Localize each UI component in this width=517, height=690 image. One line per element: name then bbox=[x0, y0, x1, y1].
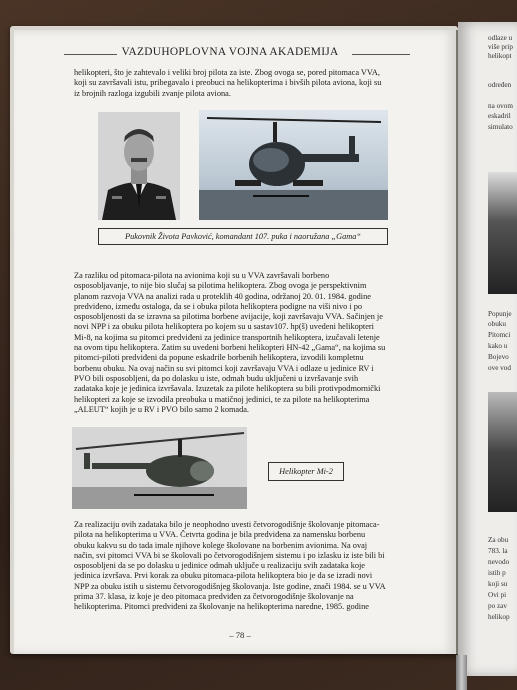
right-page-text: eskadril bbox=[488, 112, 511, 120]
text-line: pilota na helikopterima u VVA. Četvrta godina je bila predviđena za namensku borbenu bbox=[74, 530, 366, 540]
text-line: obuku kakvu su do tada imale njihove kolege školovane na borbenim avionima. Na ovaj bbox=[74, 540, 368, 550]
right-page-text: helikopt bbox=[488, 52, 512, 60]
right-page-text: određen bbox=[488, 81, 512, 89]
gama-helicopter-photo bbox=[199, 110, 388, 220]
mi2-helicopter-photo bbox=[72, 427, 247, 509]
text-line: jedinica izvršava. Prvi korak za obuku pitomaca-pilota helikoptera bio je da se izradi novi bbox=[74, 571, 373, 581]
right-page-text: istih p bbox=[488, 569, 506, 577]
text-line: „ALEUT“ kojih je u RV i PVO bilo samo 2 komada. bbox=[74, 404, 250, 414]
bookmark-ribbon bbox=[456, 655, 467, 690]
gama-helicopter-illustration bbox=[199, 110, 388, 220]
text-line: predviđeno, između ostaloga, da se i obuka pilota helikoptera podigne na viši nivo i po bbox=[74, 301, 363, 311]
photo-caption-1: Pukovnik Života Pavković, komandant 107. puka i naoružana „Gama“ bbox=[98, 228, 388, 245]
text-line: Mi-8, na kojima su pitomci predviđeni za jedinice transportnih helikoptera, izučavali letenje bbox=[74, 332, 380, 342]
text-line: na ovom tipu helikoptera. Zatim su uvedeni borbeni helikopteri HN-42 „Gama“, na kojima su bbox=[74, 343, 386, 353]
right-page bbox=[458, 22, 517, 676]
text-line: helikopteri, što je zahtevalo i veliki broj pilota za iste. Zbog ovoga se, pored pitomaca VVA, bbox=[74, 68, 380, 77]
right-page-text: obuku bbox=[488, 320, 506, 328]
right-page-photo bbox=[488, 392, 517, 512]
text-line: novi NPP i za obuku pilota helikoptera po kojem su u sastav107. hp(š) uvedeni helikopteri bbox=[74, 322, 374, 332]
text-line: Za realizaciju ovih zadataka bilo je neophodno uvesti četvorogodišnje školovanje pitomaca- bbox=[74, 520, 380, 529]
body-paragraph-2 bbox=[74, 271, 412, 415]
text-line: prima 37. klasa, iz koje je deo pitomaca predviđen za četvorogodišnje školovanje na bbox=[74, 592, 354, 602]
text-line: koji su završavali istu, pribegavalo i preobuci na helikopterima i bivših pilota aviona, koji su bbox=[74, 78, 382, 88]
page-header-title: VAZDUHOPLOVNA VOJNA AKADEMIJA bbox=[117, 46, 342, 58]
text-line: iz brojnih razloga izgubili zvanje pilota aviona. bbox=[74, 88, 231, 98]
right-page-text: helikop bbox=[488, 613, 510, 621]
right-page-text: kako u bbox=[488, 342, 508, 350]
mi2-helicopter-illustration bbox=[72, 427, 247, 509]
right-page-text: ove vod bbox=[488, 364, 511, 372]
text-line: planom razvoja VVA na analizi rada u proteklih 40 godina, održanoj 20. 01. 1984. godine bbox=[74, 291, 371, 301]
text-line: osposobljavanje, to nije bio slučaj sa pilotima helikoptera. Zbog ovoga je perspektivnim bbox=[74, 281, 367, 291]
right-page-text: odlaze u bbox=[488, 34, 513, 42]
body-paragraph-3 bbox=[74, 520, 412, 613]
text-line: Za razliku od pitomaca-pilota na avionima koji su u VVA završavali borbeno bbox=[74, 271, 330, 280]
right-page-text: simulato bbox=[488, 123, 513, 131]
text-line: osposobljenosti da se izravna sa pilotima borbene avijacije, koji završavaju VVA. Sačinjen je bbox=[74, 312, 383, 322]
right-page-text: po zav bbox=[488, 602, 507, 610]
right-page-text: 783. la bbox=[488, 547, 508, 555]
right-page-text: više prip bbox=[488, 43, 513, 51]
text-line: način, svi pitomci VVA bi se školovali po četvorogodišnjem sistemu i po izlasku iz iste bili bi bbox=[74, 550, 385, 560]
text-line: pitomci-piloti predviđeni da popune eskadrile borbenih helikoptera, izvodili kompletnu bbox=[74, 353, 364, 363]
page-header bbox=[60, 46, 400, 58]
officer-portrait-illustration bbox=[98, 112, 180, 220]
right-page-text: Popunje bbox=[488, 310, 512, 318]
text-line: NPP za obuku istih u sistemu četvorogodišnjeg školovanja. Iste godine, znači 1984. se u VVA bbox=[74, 581, 386, 591]
right-page-text: Pitomci bbox=[488, 331, 511, 339]
right-page-text: Ovi pi bbox=[488, 591, 507, 599]
page-number: – 78 – bbox=[229, 630, 251, 640]
text-line: helikopterima. Pitomci predviđeni za školovanje na helikopterima naredne, 1985. godine bbox=[74, 602, 369, 612]
right-page-text: Za obu bbox=[488, 536, 509, 544]
text-line: borbenu obuku. Na ovaj način su svi pitomci koji završavaju VVA i odlaze u jedinice RV i bbox=[74, 363, 374, 373]
text-line: zadataka koje je jedinica izvršavala. Izuzetak za pilote helikoptera su bili protivpodmornički bbox=[74, 384, 381, 394]
right-page-text: na ovom bbox=[488, 102, 513, 110]
right-page-text: koji su bbox=[488, 580, 508, 588]
text-line: osposobljeni da se po dolasku u jedinice odmah uključe u realizaciju svih zadataka koje bbox=[74, 561, 365, 571]
right-page-text: Bojevo bbox=[488, 353, 509, 361]
photo-caption-2: Helikopter Mi-2 bbox=[268, 462, 344, 481]
right-page-text: nevodo bbox=[488, 558, 510, 566]
portrait-photo bbox=[98, 112, 180, 220]
text-line: PVO bili osposobljeni, da po dolasku u iste, odmah budu uključeni u izvršavanje svih bbox=[74, 373, 359, 383]
intro-paragraph bbox=[74, 68, 412, 99]
text-line: helikopteri za koje se izvodila preobuka u matičnoj jedinici, te za pilote na helikopterima bbox=[74, 394, 370, 404]
right-page-photo bbox=[488, 172, 517, 294]
